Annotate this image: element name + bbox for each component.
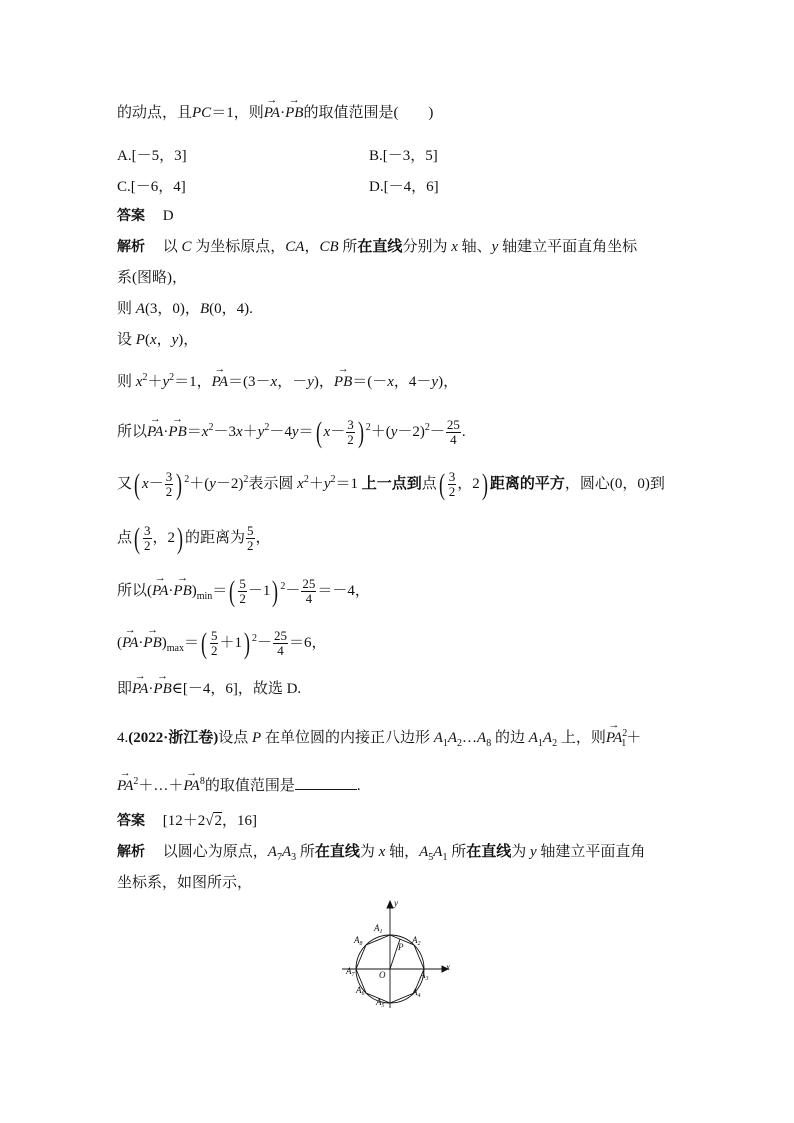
q4-analysis-line-2: 坐标系，如图所示， (117, 875, 253, 891)
answer-label: 答案 (117, 208, 145, 224)
q4-stem-line-1: 4.(2022·浙江卷)设点 P 在单位圆的内接正八边形 $A_1A_2\dots A_8$ 的边 $A_1A_2$ 上，则→ $PA^2_1+$ (117, 724, 641, 754)
y-axis-label: y (394, 898, 398, 908)
answer-blank (295, 775, 357, 790)
q3-analysis-line-2: 系(图略)， (117, 270, 187, 286)
q3-analysis-line-4: 设 P(x，y)， (117, 332, 199, 348)
label-a5: $A_5$ (376, 997, 385, 1008)
option-c: C.[－6，4] (117, 179, 186, 195)
q3-answer (117, 206, 174, 226)
q4-stem-line-2: → $PA^2+\dots+\to PA^8$的取值范围是 . (117, 772, 361, 796)
label-a2: $A_2$ (412, 935, 421, 947)
q3-analysis-line-10: (→ $PA\cdot\to PB)_{max}=$( $\frac{5}{2}$ ＋1) $^2$－ $\frac{25}{4}$ ＝6， (117, 629, 327, 659)
label-a1: $A_1$ (374, 923, 383, 935)
q3-analysis-line-8: 点( $\frac{3}{2}$ ，2) 的距离为 $\frac{5}{2}$ ， (117, 521, 271, 555)
q4-analysis-label: 解析 (117, 844, 145, 860)
q3-analysis-line-1: 解析 以 C 为坐标原点，CA，CB 所在直线分别为 x 轴、y 轴建立平面直角坐标 (117, 239, 638, 255)
q3-stem-prefix: 的动点，且 (117, 105, 193, 121)
q4-analysis-line-1: 解析 以圆心为原点，$A_7A_3$ 所在直线为 x 轴，$A_5A_1$ 所在直线为 y 轴建立平面直角 (117, 844, 646, 863)
label-a4: $A_4$ (412, 987, 421, 999)
q3-analysis-line-9: 所以(→ $PA\cdot\to PB)_{min}=$( $\frac{5}{2}$ －1) $^2$－ $\frac{25}{4}$ ＝－4， (117, 577, 370, 607)
q3-stem-suffix: 的取值范围是( ) (303, 105, 434, 121)
octagon-figure (340, 898, 460, 1008)
analysis-label: 解析 (117, 239, 145, 255)
q3-analysis-line-5: 则 $x^2+y^2=1$，→ PA＝(3－x，－y)，→ PB＝(－x，4－y)， (117, 368, 458, 392)
q4-number: 4. (117, 730, 129, 746)
q3-analysis-line-3: 则 A(3，0)，B(0，4). (117, 301, 253, 317)
q3-analysis-line-7: 又( x－ $\frac{3}{2}$ ) $^2+(y-2)^2$表示圆 $x^2+y^2=1$ 上一点到点( $\frac{3}{2}$ ，2) 距离的平方，圆心(0，0)到 (117, 467, 665, 501)
y-axis-arrow (387, 901, 393, 908)
origin-label: O (379, 970, 386, 980)
label-a8: $A_8$ (354, 935, 363, 947)
option-b: B.[－3，5] (369, 148, 438, 164)
x-axis-label: x (446, 962, 450, 972)
label-a6: $A_6$ (356, 985, 365, 997)
label-a3: $A_3$ (420, 970, 429, 982)
option-a: A.[－5，3] (117, 148, 187, 164)
q4-source: (2022·浙江卷) (128, 730, 219, 746)
q3-stem: 的动点，且PC＝1，则→ PA·→ PB的取值范围是( ) (117, 103, 433, 123)
option-d: D.[－4，6] (369, 179, 439, 195)
q4-answer-label: 答案 (117, 813, 145, 829)
label-a7: $A_7$ (346, 966, 355, 978)
q4-answer: 答案 [12＋2√2，16] (117, 813, 257, 829)
answer-value: D (162, 208, 174, 224)
point-p-label: P (398, 942, 404, 952)
q3-analysis-line-6: 所以→ $PA\cdot\to PB=x^2-3x+y^2-4y=$( x－ $\frac{3}{2}$ ) $^2+(y-2)^2-$ $\frac{25}{4}$ . (117, 418, 466, 447)
q3-analysis-line-11: 即→ PA·→ PB∈[－4，6]，故选 D. (117, 679, 301, 699)
